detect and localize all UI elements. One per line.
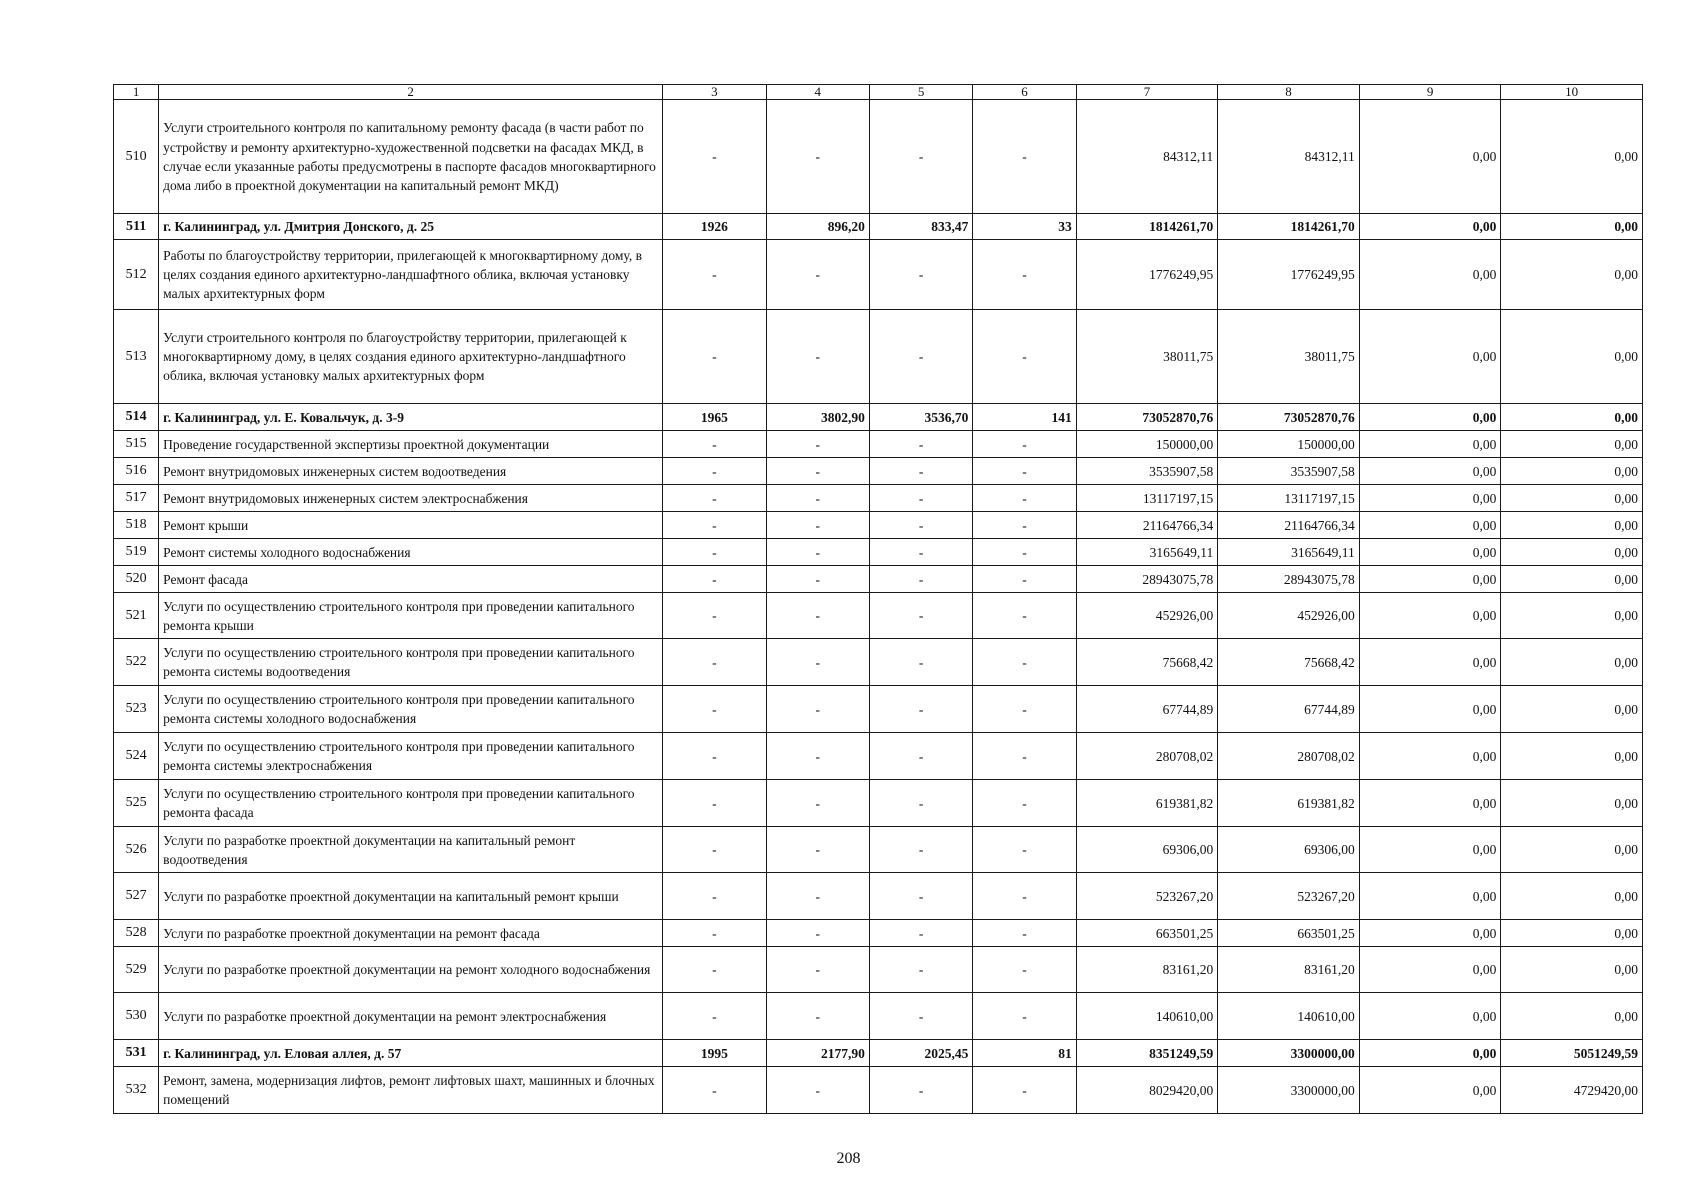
col-5-value: 3536,70 — [869, 404, 972, 431]
col-8-value: 69306,00 — [1218, 827, 1360, 873]
col-7-value: 663501,25 — [1076, 920, 1218, 947]
col-6-value: - — [973, 539, 1076, 566]
col-7-value: 280708,02 — [1076, 733, 1218, 780]
col-10-value: 0,00 — [1501, 310, 1643, 404]
row-number: 530 — [114, 993, 159, 1040]
row-number: 529 — [114, 947, 159, 993]
row-number: 510 — [114, 100, 159, 214]
col-10-value: 0,00 — [1501, 733, 1643, 780]
col-9-value: 0,00 — [1359, 566, 1501, 593]
row-name: Ремонт системы холодного водоснабжения — [159, 539, 663, 566]
row-name: г. Калининград, ул. Еловая аллея, д. 57 — [159, 1040, 663, 1067]
col-7-value: 3165649,11 — [1076, 539, 1218, 566]
col-5-value: - — [869, 240, 972, 310]
table-row — [114, 993, 1643, 1040]
col-5-value: - — [869, 458, 972, 485]
col-10-value: 0,00 — [1501, 100, 1643, 214]
table-body — [114, 100, 1643, 1114]
col-10-value: 0,00 — [1501, 240, 1643, 310]
col-6-value: - — [973, 240, 1076, 310]
col-5-value: - — [869, 873, 972, 920]
row-name: Ремонт, замена, модернизация лифтов, ремонт лифтовых шахт, машинных и блочных помещений — [159, 1067, 663, 1114]
row-name: Услуги строительного контроля по благоустройству территории, прилегающей к многоквартирному дому, в целях создания единого архитектурно-ландшафтного облика, включая установку малых архитектурных форм — [159, 310, 663, 404]
col-8-value: 13117197,15 — [1218, 485, 1360, 512]
row-number: 511 — [114, 214, 159, 240]
header-col-2: 2 — [159, 85, 663, 100]
col-5-value: - — [869, 310, 972, 404]
col-4-value: - — [766, 686, 869, 733]
col-5-value: - — [869, 512, 972, 539]
col-6-value: - — [973, 780, 1076, 827]
col-8-value: 67744,89 — [1218, 686, 1360, 733]
col-5-value: - — [869, 539, 972, 566]
col-9-value: 0,00 — [1359, 947, 1501, 993]
col-5-value: - — [869, 566, 972, 593]
col-5-value: - — [869, 780, 972, 827]
col-10-value: 0,00 — [1501, 780, 1643, 827]
col-8-value: 452926,00 — [1218, 593, 1360, 639]
col-10-value: 0,00 — [1501, 214, 1643, 240]
row-number: 513 — [114, 310, 159, 404]
col-9-value: 0,00 — [1359, 512, 1501, 539]
col-7-value: 1776249,95 — [1076, 240, 1218, 310]
col-4-value: - — [766, 993, 869, 1040]
row-name: Ремонт крыши — [159, 512, 663, 539]
col-4-value: - — [766, 310, 869, 404]
table-row — [114, 310, 1643, 404]
col-8-value: 523267,20 — [1218, 873, 1360, 920]
row-number: 525 — [114, 780, 159, 827]
col-9-value: 0,00 — [1359, 873, 1501, 920]
col-10-value: 0,00 — [1501, 873, 1643, 920]
table-row — [114, 639, 1643, 686]
header-col-3: 3 — [663, 85, 766, 100]
col-8-value: 619381,82 — [1218, 780, 1360, 827]
col-3-value: 1965 — [663, 404, 766, 431]
col-9-value: 0,00 — [1359, 827, 1501, 873]
col-3-value: - — [663, 947, 766, 993]
row-number: 527 — [114, 873, 159, 920]
row-name: Услуги по разработке проектной документации на ремонт холодного водоснабжения — [159, 947, 663, 993]
table-row — [114, 100, 1643, 214]
table-row — [114, 873, 1643, 920]
col-6-value: - — [973, 639, 1076, 686]
col-7-value: 8029420,00 — [1076, 1067, 1218, 1114]
col-8-value: 3300000,00 — [1218, 1040, 1360, 1067]
row-name: Услуги по осуществлению строительного контроля при проведении капитального ремонта системы водоотведения — [159, 639, 663, 686]
col-6-value: 141 — [973, 404, 1076, 431]
row-number: 515 — [114, 431, 159, 458]
col-4-value: - — [766, 485, 869, 512]
col-4-value: - — [766, 593, 869, 639]
row-name: г. Калининград, ул. Е. Ковальчук, д. 3-9 — [159, 404, 663, 431]
row-number: 531 — [114, 1040, 159, 1067]
col-8-value: 3300000,00 — [1218, 1067, 1360, 1114]
col-3-value: - — [663, 566, 766, 593]
col-9-value: 0,00 — [1359, 1067, 1501, 1114]
col-7-value: 67744,89 — [1076, 686, 1218, 733]
col-9-value: 0,00 — [1359, 485, 1501, 512]
col-10-value: 4729420,00 — [1501, 1067, 1643, 1114]
col-9-value: 0,00 — [1359, 458, 1501, 485]
col-4-value: - — [766, 639, 869, 686]
col-6-value: - — [973, 993, 1076, 1040]
budget-table — [113, 84, 1643, 1114]
col-10-value: 0,00 — [1501, 404, 1643, 431]
col-3-value: - — [663, 873, 766, 920]
table-row — [114, 686, 1643, 733]
col-5-value: - — [869, 485, 972, 512]
col-10-value: 0,00 — [1501, 593, 1643, 639]
table-row — [114, 214, 1643, 240]
col-6-value: - — [973, 947, 1076, 993]
col-4-value: 2177,90 — [766, 1040, 869, 1067]
col-4-value: - — [766, 539, 869, 566]
row-name: Ремонт внутридомовых инженерных систем электроснабжения — [159, 485, 663, 512]
col-3-value: - — [663, 1067, 766, 1114]
row-name: Услуги по разработке проектной документации на ремонт фасада — [159, 920, 663, 947]
col-6-value: - — [973, 485, 1076, 512]
col-7-value: 8351249,59 — [1076, 1040, 1218, 1067]
col-3-value: - — [663, 639, 766, 686]
col-7-value: 75668,42 — [1076, 639, 1218, 686]
col-3-value: - — [663, 920, 766, 947]
header-col-6: 6 — [973, 85, 1076, 100]
column-number-header-row — [114, 85, 1643, 100]
col-8-value: 280708,02 — [1218, 733, 1360, 780]
col-5-value: - — [869, 993, 972, 1040]
row-number: 528 — [114, 920, 159, 947]
col-5-value: 833,47 — [869, 214, 972, 240]
col-7-value: 3535907,58 — [1076, 458, 1218, 485]
table-row — [114, 827, 1643, 873]
row-name: Услуги по осуществлению строительного контроля при проведении капитального ремонта крыши — [159, 593, 663, 639]
col-7-value: 13117197,15 — [1076, 485, 1218, 512]
col-9-value: 0,00 — [1359, 431, 1501, 458]
table-row — [114, 566, 1643, 593]
row-name: Услуги по осуществлению строительного контроля при проведении капитального ремонта системы электроснабжения — [159, 733, 663, 780]
col-7-value: 73052870,76 — [1076, 404, 1218, 431]
col-3-value: - — [663, 240, 766, 310]
table-row — [114, 485, 1643, 512]
col-10-value: 0,00 — [1501, 993, 1643, 1040]
table-row — [114, 947, 1643, 993]
header-col-10: 10 — [1501, 85, 1643, 100]
col-9-value: 0,00 — [1359, 920, 1501, 947]
col-6-value: 81 — [973, 1040, 1076, 1067]
row-name: Услуги по разработке проектной документации на капитальный ремонт водоотведения — [159, 827, 663, 873]
row-name: Ремонт внутридомовых инженерных систем водоотведения — [159, 458, 663, 485]
table-row — [114, 733, 1643, 780]
col-3-value: - — [663, 686, 766, 733]
row-number: 532 — [114, 1067, 159, 1114]
col-4-value: - — [766, 873, 869, 920]
col-5-value: - — [869, 593, 972, 639]
col-6-value: - — [973, 100, 1076, 214]
col-6-value: - — [973, 1067, 1076, 1114]
col-6-value: - — [973, 827, 1076, 873]
col-9-value: 0,00 — [1359, 214, 1501, 240]
table-row — [114, 780, 1643, 827]
table-row — [114, 920, 1643, 947]
col-8-value: 1776249,95 — [1218, 240, 1360, 310]
col-7-value: 69306,00 — [1076, 827, 1218, 873]
col-9-value: 0,00 — [1359, 780, 1501, 827]
col-8-value: 28943075,78 — [1218, 566, 1360, 593]
col-9-value: 0,00 — [1359, 539, 1501, 566]
col-6-value: 33 — [973, 214, 1076, 240]
col-10-value: 0,00 — [1501, 485, 1643, 512]
table-row — [114, 404, 1643, 431]
row-name: Работы по благоустройству территории, прилегающей к многоквартирному дому, в целях создания единого архитектурно-ландшафтного облика, включая установку малых архитектурных форм — [159, 240, 663, 310]
col-5-value: - — [869, 431, 972, 458]
col-10-value: 0,00 — [1501, 686, 1643, 733]
col-4-value: - — [766, 566, 869, 593]
row-number: 512 — [114, 240, 159, 310]
col-10-value: 0,00 — [1501, 639, 1643, 686]
col-7-value: 21164766,34 — [1076, 512, 1218, 539]
col-3-value: - — [663, 310, 766, 404]
row-number: 526 — [114, 827, 159, 873]
col-6-value: - — [973, 512, 1076, 539]
col-4-value: - — [766, 947, 869, 993]
col-4-value: - — [766, 1067, 869, 1114]
table-row — [114, 1067, 1643, 1114]
table-row — [114, 512, 1643, 539]
col-5-value: - — [869, 100, 972, 214]
col-4-value: 896,20 — [766, 214, 869, 240]
col-5-value: 2025,45 — [869, 1040, 972, 1067]
row-number: 519 — [114, 539, 159, 566]
col-4-value: - — [766, 240, 869, 310]
row-number: 520 — [114, 566, 159, 593]
col-7-value: 150000,00 — [1076, 431, 1218, 458]
col-6-value: - — [973, 593, 1076, 639]
col-3-value: - — [663, 733, 766, 780]
col-7-value: 84312,11 — [1076, 100, 1218, 214]
col-3-value: - — [663, 993, 766, 1040]
col-9-value: 0,00 — [1359, 1040, 1501, 1067]
col-4-value: - — [766, 512, 869, 539]
col-7-value: 1814261,70 — [1076, 214, 1218, 240]
col-10-value: 0,00 — [1501, 431, 1643, 458]
col-7-value: 28943075,78 — [1076, 566, 1218, 593]
header-col-4: 4 — [766, 85, 869, 100]
col-8-value: 84312,11 — [1218, 100, 1360, 214]
col-3-value: - — [663, 100, 766, 214]
col-9-value: 0,00 — [1359, 310, 1501, 404]
col-4-value: - — [766, 458, 869, 485]
col-10-value: 0,00 — [1501, 566, 1643, 593]
col-8-value: 75668,42 — [1218, 639, 1360, 686]
row-number: 514 — [114, 404, 159, 431]
col-3-value: - — [663, 431, 766, 458]
col-10-value: 0,00 — [1501, 920, 1643, 947]
header-col-5: 5 — [869, 85, 972, 100]
table-row — [114, 539, 1643, 566]
col-8-value: 21164766,34 — [1218, 512, 1360, 539]
col-4-value: - — [766, 827, 869, 873]
col-10-value: 0,00 — [1501, 512, 1643, 539]
col-8-value: 150000,00 — [1218, 431, 1360, 458]
col-3-value: - — [663, 458, 766, 485]
col-8-value: 38011,75 — [1218, 310, 1360, 404]
col-7-value: 140610,00 — [1076, 993, 1218, 1040]
col-5-value: - — [869, 686, 972, 733]
row-name: Проведение государственной экспертизы проектной документации — [159, 431, 663, 458]
row-name: Услуги строительного контроля по капитальному ремонту фасада (в части работ по устройству и ремонту архитектурно-художественной подсветки на фасадах МКД, в случае если указанные работы предусмотрены в паспорте фасадов многоквартирного дома либо в проектной документации на капитальный ремонт МКД) — [159, 100, 663, 214]
col-7-value: 83161,20 — [1076, 947, 1218, 993]
col-10-value: 0,00 — [1501, 947, 1643, 993]
col-9-value: 0,00 — [1359, 100, 1501, 214]
row-name: Услуги по осуществлению строительного контроля при проведении капитального ремонта системы холодного водоснабжения — [159, 686, 663, 733]
col-9-value: 0,00 — [1359, 733, 1501, 780]
col-6-value: - — [973, 686, 1076, 733]
col-3-value: - — [663, 485, 766, 512]
col-10-value: 0,00 — [1501, 539, 1643, 566]
col-3-value: - — [663, 780, 766, 827]
col-6-value: - — [973, 920, 1076, 947]
col-8-value: 1814261,70 — [1218, 214, 1360, 240]
col-8-value: 140610,00 — [1218, 993, 1360, 1040]
col-10-value: 0,00 — [1501, 458, 1643, 485]
col-5-value: - — [869, 827, 972, 873]
col-4-value: - — [766, 733, 869, 780]
row-number: 523 — [114, 686, 159, 733]
row-number: 516 — [114, 458, 159, 485]
col-6-value: - — [973, 310, 1076, 404]
table-row — [114, 1040, 1643, 1067]
col-4-value: - — [766, 431, 869, 458]
page-number: 208 — [836, 1150, 861, 1167]
col-3-value: - — [663, 539, 766, 566]
col-7-value: 38011,75 — [1076, 310, 1218, 404]
col-8-value: 3165649,11 — [1218, 539, 1360, 566]
table-row — [114, 593, 1643, 639]
row-name: Ремонт фасада — [159, 566, 663, 593]
col-4-value: - — [766, 920, 869, 947]
row-number: 522 — [114, 639, 159, 686]
row-number: 524 — [114, 733, 159, 780]
col-5-value: - — [869, 920, 972, 947]
col-5-value: - — [869, 639, 972, 686]
header-col-1: 1 — [114, 85, 159, 100]
col-4-value: 3802,90 — [766, 404, 869, 431]
col-7-value: 619381,82 — [1076, 780, 1218, 827]
table-row — [114, 458, 1643, 485]
col-6-value: - — [973, 733, 1076, 780]
col-5-value: - — [869, 947, 972, 993]
col-3-value: - — [663, 593, 766, 639]
col-5-value: - — [869, 733, 972, 780]
row-name: Услуги по разработке проектной документации на ремонт электроснабжения — [159, 993, 663, 1040]
col-4-value: - — [766, 100, 869, 214]
col-7-value: 452926,00 — [1076, 593, 1218, 639]
col-8-value: 73052870,76 — [1218, 404, 1360, 431]
col-6-value: - — [973, 431, 1076, 458]
col-8-value: 83161,20 — [1218, 947, 1360, 993]
row-name: г. Калининград, ул. Дмитрия Донского, д. 25 — [159, 214, 663, 240]
col-3-value: - — [663, 512, 766, 539]
header-col-8: 8 — [1218, 85, 1360, 100]
col-9-value: 0,00 — [1359, 686, 1501, 733]
row-name: Услуги по осуществлению строительного контроля при проведении капитального ремонта фасада — [159, 780, 663, 827]
col-9-value: 0,00 — [1359, 240, 1501, 310]
col-6-value: - — [973, 873, 1076, 920]
row-number: 518 — [114, 512, 159, 539]
col-3-value: 1926 — [663, 214, 766, 240]
col-10-value: 5051249,59 — [1501, 1040, 1643, 1067]
col-7-value: 523267,20 — [1076, 873, 1218, 920]
col-9-value: 0,00 — [1359, 404, 1501, 431]
row-number: 517 — [114, 485, 159, 512]
col-6-value: - — [973, 566, 1076, 593]
header-col-7: 7 — [1076, 85, 1218, 100]
row-name: Услуги по разработке проектной документации на капитальный ремонт крыши — [159, 873, 663, 920]
col-3-value: - — [663, 827, 766, 873]
col-4-value: - — [766, 780, 869, 827]
col-3-value: 1995 — [663, 1040, 766, 1067]
col-9-value: 0,00 — [1359, 593, 1501, 639]
col-8-value: 663501,25 — [1218, 920, 1360, 947]
col-9-value: 0,00 — [1359, 993, 1501, 1040]
col-5-value: - — [869, 1067, 972, 1114]
col-8-value: 3535907,58 — [1218, 458, 1360, 485]
row-number: 521 — [114, 593, 159, 639]
table-row — [114, 431, 1643, 458]
header-col-9: 9 — [1359, 85, 1501, 100]
col-9-value: 0,00 — [1359, 639, 1501, 686]
table-row — [114, 240, 1643, 310]
col-10-value: 0,00 — [1501, 827, 1643, 873]
col-6-value: - — [973, 458, 1076, 485]
